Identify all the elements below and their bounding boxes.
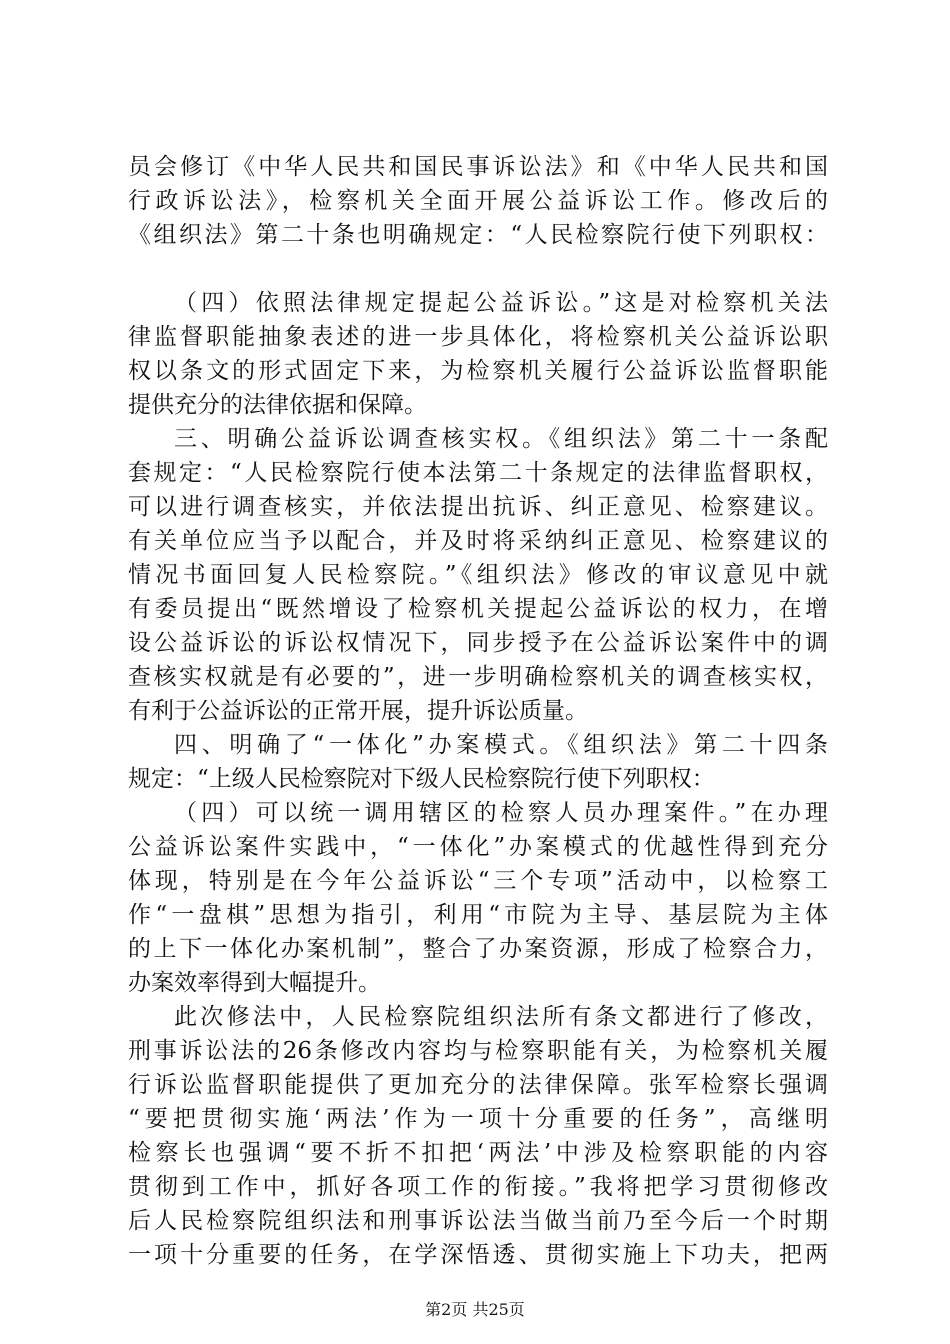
text-line: 检察长也强调“要不折不扣把‘两法’中涉及检察职能的内容 <box>128 1140 828 1166</box>
text-line: “要把贯彻实施‘两法’作为一项十分重要的任务”，高继明 <box>128 1106 828 1132</box>
text-line: （四）可以统一调用辖区的检察人员办理案件。”在办理 <box>174 800 828 826</box>
document-body <box>128 150 828 1272</box>
text-line: 有委员提出“既然增设了检察机关提起公益诉讼的权力，在增 <box>128 596 828 622</box>
text-line: 公益诉讼案件实践中，“一体化”办案模式的优越性得到充分 <box>128 834 828 860</box>
text-line: （四）依照法律规定提起公益诉讼。”这是对检察机关法 <box>174 290 828 316</box>
page-footer <box>0 1300 950 1320</box>
text-line: 《组织法》第二十条也明确规定：“人民检察院行使下列职权： <box>128 222 828 248</box>
text-line: 有关单位应当予以配合，并及时将采纳纠正意见、检察建议的 <box>128 528 828 554</box>
text-line: 规定：“上级人民检察院对下级人民检察院行使下列职权： <box>128 766 715 792</box>
paragraph-gap <box>128 252 828 286</box>
text-line: 三、明确公益诉讼调查核实权。《组织法》第二十一条配 <box>174 426 828 452</box>
text-line: 体现，特别是在今年公益诉讼“三个专项”活动中，以检察工 <box>128 868 828 894</box>
text-line: 的上下一体化办案机制”，整合了办案资源，形成了检察合力， <box>128 936 828 962</box>
text-line: 员会修订《中华人民共和国民事诉讼法》和《中华人民共和国 <box>128 154 828 180</box>
text-line: 权以条文的形式固定下来，为检察机关履行公益诉讼监督职能 <box>128 358 828 384</box>
text-line: 作“一盘棋”思想为指引，利用“市院为主导、基层院为主体 <box>128 902 828 928</box>
text-line: 办案效率得到大幅提升。 <box>128 970 381 996</box>
text-line: 有利于公益诉讼的正常开展，提升诉讼质量。 <box>128 698 588 724</box>
text-line: 律监督职能抽象表述的进一步具体化，将检察机关公益诉讼职 <box>128 324 828 350</box>
text-line: 行政诉讼法》，检察机关全面开展公益诉讼工作。修改后的 <box>128 188 828 214</box>
text-line: 一项十分重要的任务，在学深悟透、贯彻实施上下功夫，把两 <box>128 1242 828 1268</box>
text-line: 行诉讼监督职能提供了更加充分的法律保障。张军检察长强调 <box>128 1072 828 1098</box>
text-line: 情况书面回复人民检察院。”《组织法》修改的审议意见中就 <box>128 562 828 588</box>
text-line: 后人民检察院组织法和刑事诉讼法当做当前乃至今后一个时期 <box>128 1208 828 1234</box>
text-line: 套规定：“人民检察院行使本法第二十条规定的法律监督职权， <box>128 460 828 486</box>
text-line: 此次修法中，人民检察院组织法所有条文都进行了修改， <box>174 1004 828 1030</box>
text-line: 四、明确了“一体化”办案模式。《组织法》第二十四条 <box>174 732 828 758</box>
text-line: 提供充分的法律依据和保障。 <box>128 392 427 418</box>
text-line: 查核实权就是有必要的”，进一步明确检察机关的调查核实权， <box>128 664 828 690</box>
text-line: 可以进行调查核实，并依法提出抗诉、纠正意见、检察建议。 <box>128 494 828 520</box>
text-line: 设公益诉讼的诉讼权情况下，同步授予在公益诉讼案件中的调 <box>128 630 828 656</box>
page-number-label: 第2页 共25页 <box>425 1300 525 1319</box>
text-line: 贯彻到工作中，抓好各项工作的衔接。”我将把学习贯彻修改 <box>128 1174 828 1200</box>
text-line: 刑事诉讼法的26条修改内容均与检察职能有关，为检察机关履 <box>128 1038 828 1064</box>
